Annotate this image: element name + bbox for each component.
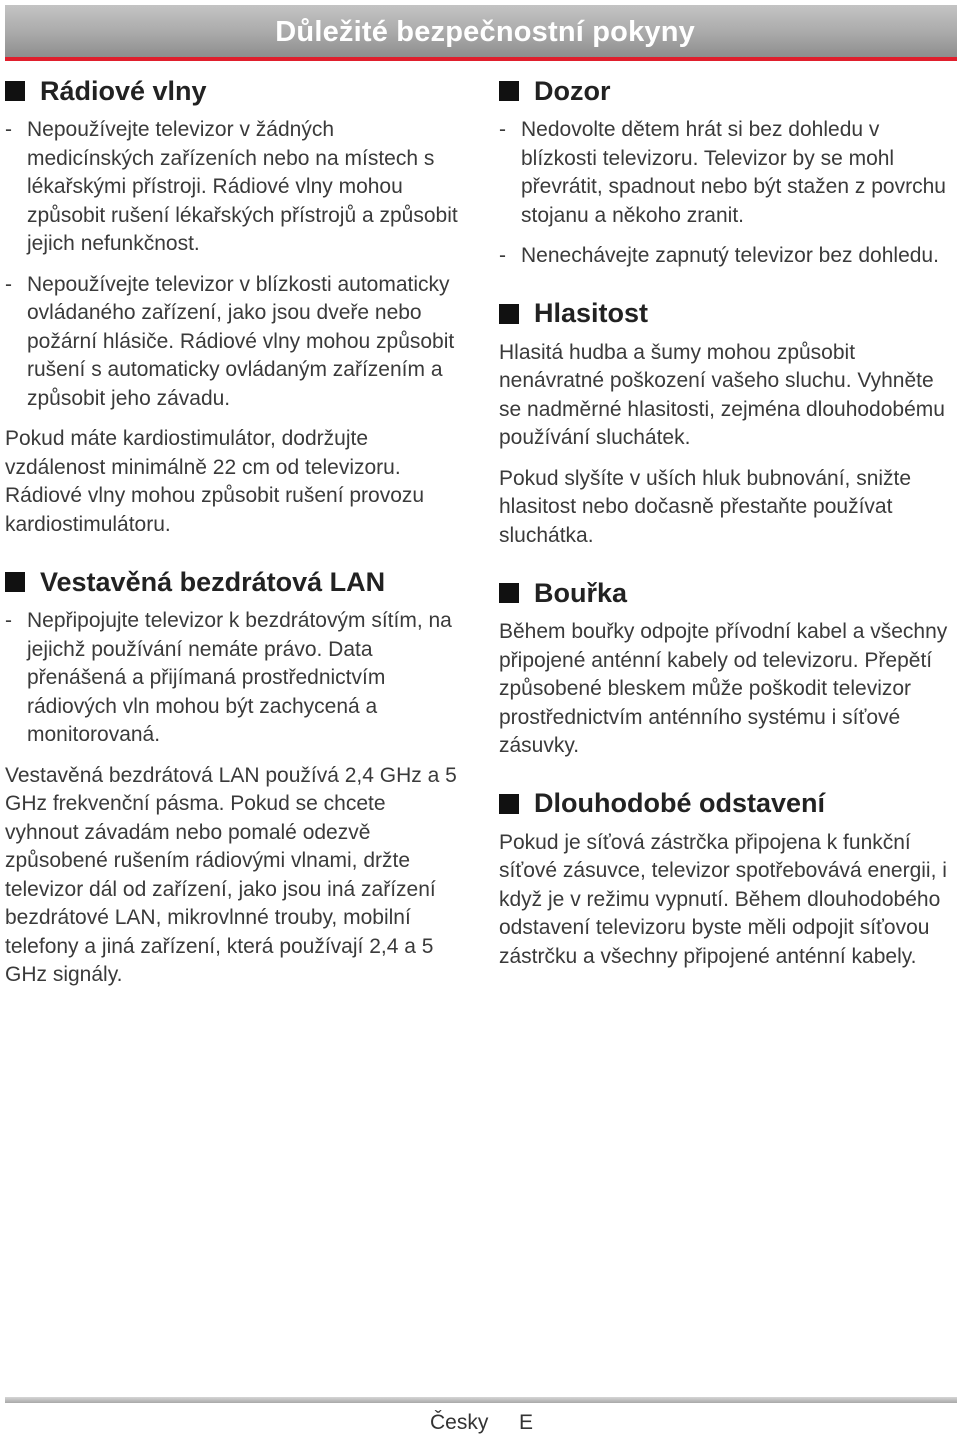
header-bar <box>5 5 957 57</box>
header-red-rule <box>5 57 957 61</box>
paragraph-ringing: Pokud slyšíte v uších hluk bubnování, snižte hlasitost nebo dočasně přestaňte používat sluchátka. <box>499 466 912 547</box>
list-item <box>5 271 460 414</box>
section-title-bourka: Bouřka <box>534 577 628 608</box>
paragraph-storm: Během bouřky odpojte přívodní kabel a všechny připojené anténní kabely od televizoru. Přepětí způsobené bleskem může poškodit televizor prostřednictvím anténního systému i síťové zásuvky. <box>499 620 948 757</box>
square-bullet-icon <box>499 583 519 603</box>
page-title: Důležité bezpečnostní pokyny <box>275 16 695 48</box>
square-bullet-icon <box>5 81 25 101</box>
spacer <box>499 562 954 576</box>
square-bullet-icon <box>5 572 25 592</box>
paragraph-standby: Pokud je síťová zástrčka připojena k funkční síťové zásuvce, televizor spotřebovává energii, i když je v režimu vypnutí. Během dlouhodobého odstavení televizoru byste měli odpojit síťovou zástrčku a všechny připojené anténní kabely. <box>499 830 947 968</box>
section-title-odstaveni: Dlouhodobé odstavení <box>534 788 826 818</box>
list-item-text: Nedovolte dětem hrát si bez dohledu v blízkosti televizoru. Televizor by se mohl převrátit, spadnout nebo být stažen z povrchu stojanu a někoho zranit. <box>521 118 946 227</box>
square-bullet-icon <box>499 304 519 324</box>
section-heading-bourka <box>499 576 954 610</box>
section-title-wlan: Vestavěná bezdrátová LAN <box>40 566 386 597</box>
footer-rule <box>5 1397 957 1403</box>
paragraph-wlan-bands: Vestavěná bezdrátová LAN používá 2,4 GHz a 5 GHz frekvenční pásma. Pokud se chcete vyhnout závadám nebo pomalé odezvě způsobené rušením rádiovými vlnami, držte televizor dál od zařízení, jako jsou iná zařízení bezdrátové LAN, mikrovlnné trouby, mobilní telefony a jiná zařízení, která používají 2,4 a 5 GHz signály. <box>5 763 457 986</box>
list-item-text: Nenechávejte zapnutý televizor bez dohledu. <box>521 244 939 267</box>
spacer <box>5 551 460 565</box>
section-heading-dozor <box>499 74 954 108</box>
list-item <box>5 607 460 750</box>
section-title-hlasitost: Hlasitost <box>534 298 649 328</box>
dash-bullet-icon: - <box>5 272 12 296</box>
footer-page-number: E <box>519 1411 534 1434</box>
footer-language: Česky <box>430 1411 489 1434</box>
square-bullet-icon <box>499 81 519 101</box>
left-column <box>5 74 460 1002</box>
dash-bullet-icon: - <box>499 118 506 141</box>
right-column <box>499 74 954 983</box>
list-item-text: Nepoužívejte televizor v blízkosti automaticky ovládaného zařízení, jako jsou dveře nebo požární hlásiče. Rádiové vlny mohou způsobit rušení s automaticky ovládaným zařízením a způsobit jeho závadu. <box>27 272 455 410</box>
section-title-radio: Rádiové vlny <box>40 75 207 106</box>
list-item <box>499 116 954 230</box>
section-heading-wlan <box>5 565 460 599</box>
section-heading-odstaveni <box>499 787 954 821</box>
section-heading-hlasitost <box>499 297 954 331</box>
dash-bullet-icon: - <box>5 118 12 141</box>
dash-bullet-icon: - <box>5 609 12 632</box>
spacer <box>499 773 954 787</box>
list-item-text: Nepřipojujte televizor k bezdrátovým sítím, na jejichž používání nemáte právo. Data přenášená a přijímaná prostřednictvím rádiových vln mohou být zachycená a monitorovaná. <box>27 609 452 746</box>
list-item <box>499 242 954 271</box>
paragraph-loud-music: Hlasitá hudba a šumy mohou způsobit nenávratné poškození vašeho sluchu. Vyhněte se nadměrné hlasitosti, zejména dlouhodobému používání sluchátek. <box>499 340 945 449</box>
section-heading-radio <box>5 74 460 108</box>
spacer <box>499 283 954 297</box>
section-title-dozor: Dozor <box>534 75 611 106</box>
paragraph-pacemaker: Pokud máte kardiostimulátor, dodržujte vzdálenost minimálně 22 cm od televizoru. Rádiové vlny mohou způsobit rušení provozu kardiostimulátoru. <box>5 427 425 536</box>
list-item <box>5 116 460 259</box>
list-item-text: Nepoužívejte televizor v žádných medicínských zařízeních nebo na místech s lékařskými přístroji. Rádiové vlny mohou způsobit rušení lékařských přístrojů a způsobit jejich nefunkčnost. <box>27 118 458 255</box>
dash-bullet-icon: - <box>499 244 506 267</box>
square-bullet-icon <box>499 794 519 814</box>
